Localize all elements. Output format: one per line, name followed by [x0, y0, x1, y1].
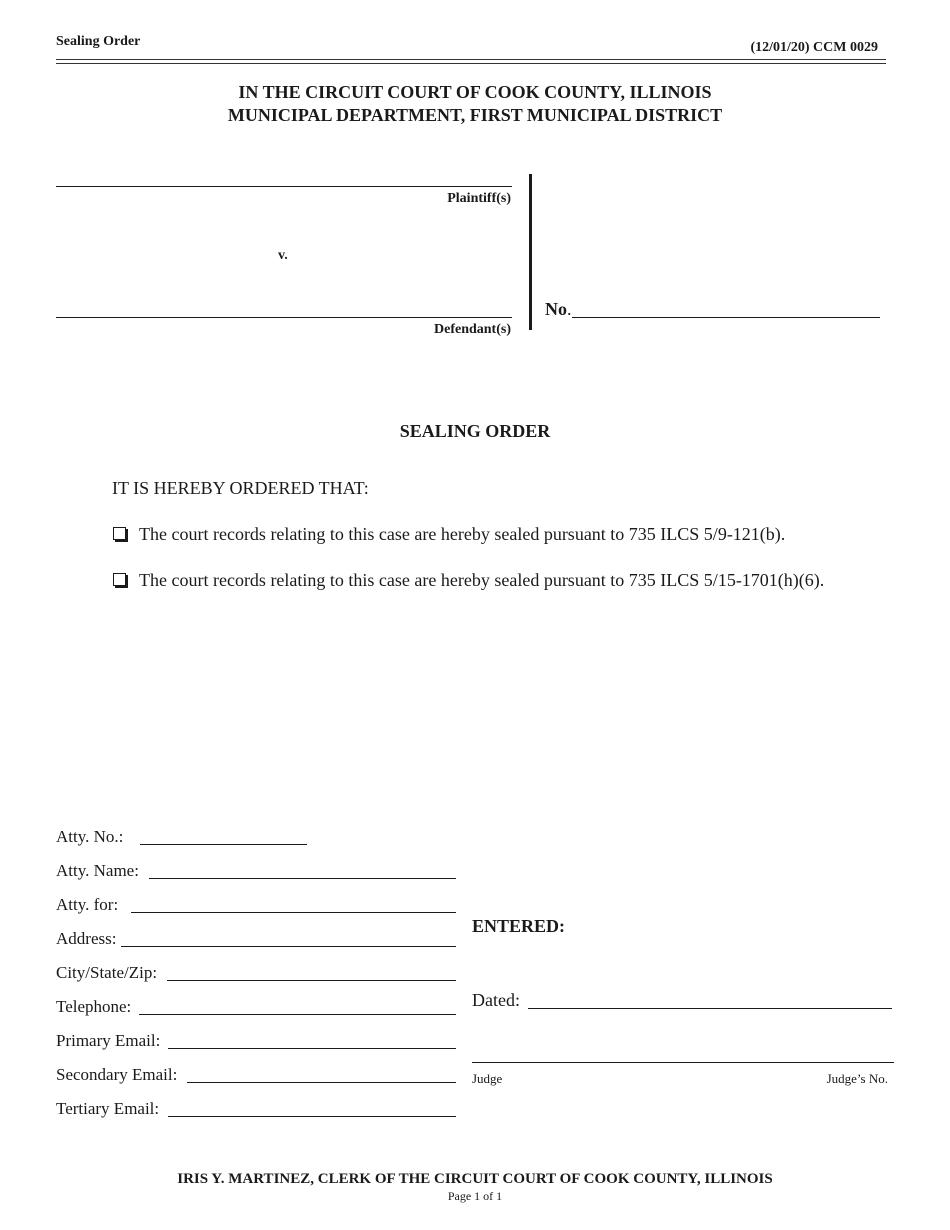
caption-divider: [529, 174, 532, 330]
page-number: Page 1 of 1: [447, 1189, 503, 1203]
court-name: IN THE CIRCUIT COURT OF COOK COUNTY, ILLINOIS: [238, 82, 712, 102]
plaintiff-field[interactable]: [56, 186, 512, 187]
order-title: SEALING ORDER: [399, 421, 551, 441]
atty-name-label: Atty. Name:: [56, 861, 139, 880]
secondary-email-field[interactable]: [187, 1082, 456, 1083]
atty-for-label: Atty. for:: [56, 895, 119, 914]
court-department: MUNICIPAL DEPARTMENT, FIRST MUNICIPAL DISTRICT: [227, 105, 723, 125]
option-2-checkbox[interactable]: [113, 573, 126, 586]
option-1-checkbox[interactable]: [113, 527, 126, 540]
form-name: Sealing Order: [56, 34, 141, 49]
case-number-field[interactable]: [572, 317, 880, 318]
defendant-label: Defendant(s): [434, 322, 511, 337]
tertiary-email-label: Tertiary Email:: [56, 1099, 160, 1118]
atty-no-label: Atty. No.:: [56, 827, 124, 846]
case-number-label: No.: [545, 299, 572, 319]
atty-no-field[interactable]: [140, 844, 307, 845]
city-state-zip-label: City/State/Zip:: [56, 963, 158, 982]
entered-label: ENTERED:: [472, 916, 566, 936]
option-2-text: The court records relating to this case are hereby sealed pursuant to 735 ILCS 5/15-1701(h)(6).: [139, 570, 825, 590]
telephone-field[interactable]: [139, 1014, 456, 1015]
address-field[interactable]: [121, 946, 456, 947]
option-1-text: The court records relating to this case are hereby sealed pursuant to 735 ILCS 5/9-121(b).: [139, 524, 786, 544]
primary-email-field[interactable]: [168, 1048, 456, 1049]
address-label: Address:: [56, 929, 117, 948]
header-rule-bottom: [56, 63, 886, 64]
telephone-label: Telephone:: [56, 997, 132, 1016]
judge-label: Judge: [472, 1071, 503, 1086]
defendant-field[interactable]: [56, 317, 512, 318]
primary-email-label: Primary Email:: [56, 1031, 161, 1050]
city-state-zip-field[interactable]: [167, 980, 456, 981]
judge-number-label: Judge’s No.: [826, 1071, 888, 1086]
atty-name-field[interactable]: [149, 878, 456, 879]
order-intro: IT IS HEREBY ORDERED THAT:: [112, 478, 369, 498]
judge-signature-field[interactable]: [472, 1062, 894, 1063]
plaintiff-label: Plaintiff(s): [447, 191, 511, 206]
form-code: (12/01/20) CCM 0029: [750, 40, 878, 55]
dated-label: Dated:: [472, 990, 520, 1010]
dated-field[interactable]: [528, 1008, 892, 1009]
clerk-footer: IRIS Y. MARTINEZ, CLERK OF THE CIRCUIT COURT OF COOK COUNTY, ILLINOIS: [177, 1171, 773, 1187]
header-rule-top: [56, 59, 886, 60]
versus-label: v.: [278, 248, 288, 263]
tertiary-email-field[interactable]: [168, 1116, 456, 1117]
secondary-email-label: Secondary Email:: [56, 1065, 178, 1084]
atty-for-field[interactable]: [131, 912, 456, 913]
